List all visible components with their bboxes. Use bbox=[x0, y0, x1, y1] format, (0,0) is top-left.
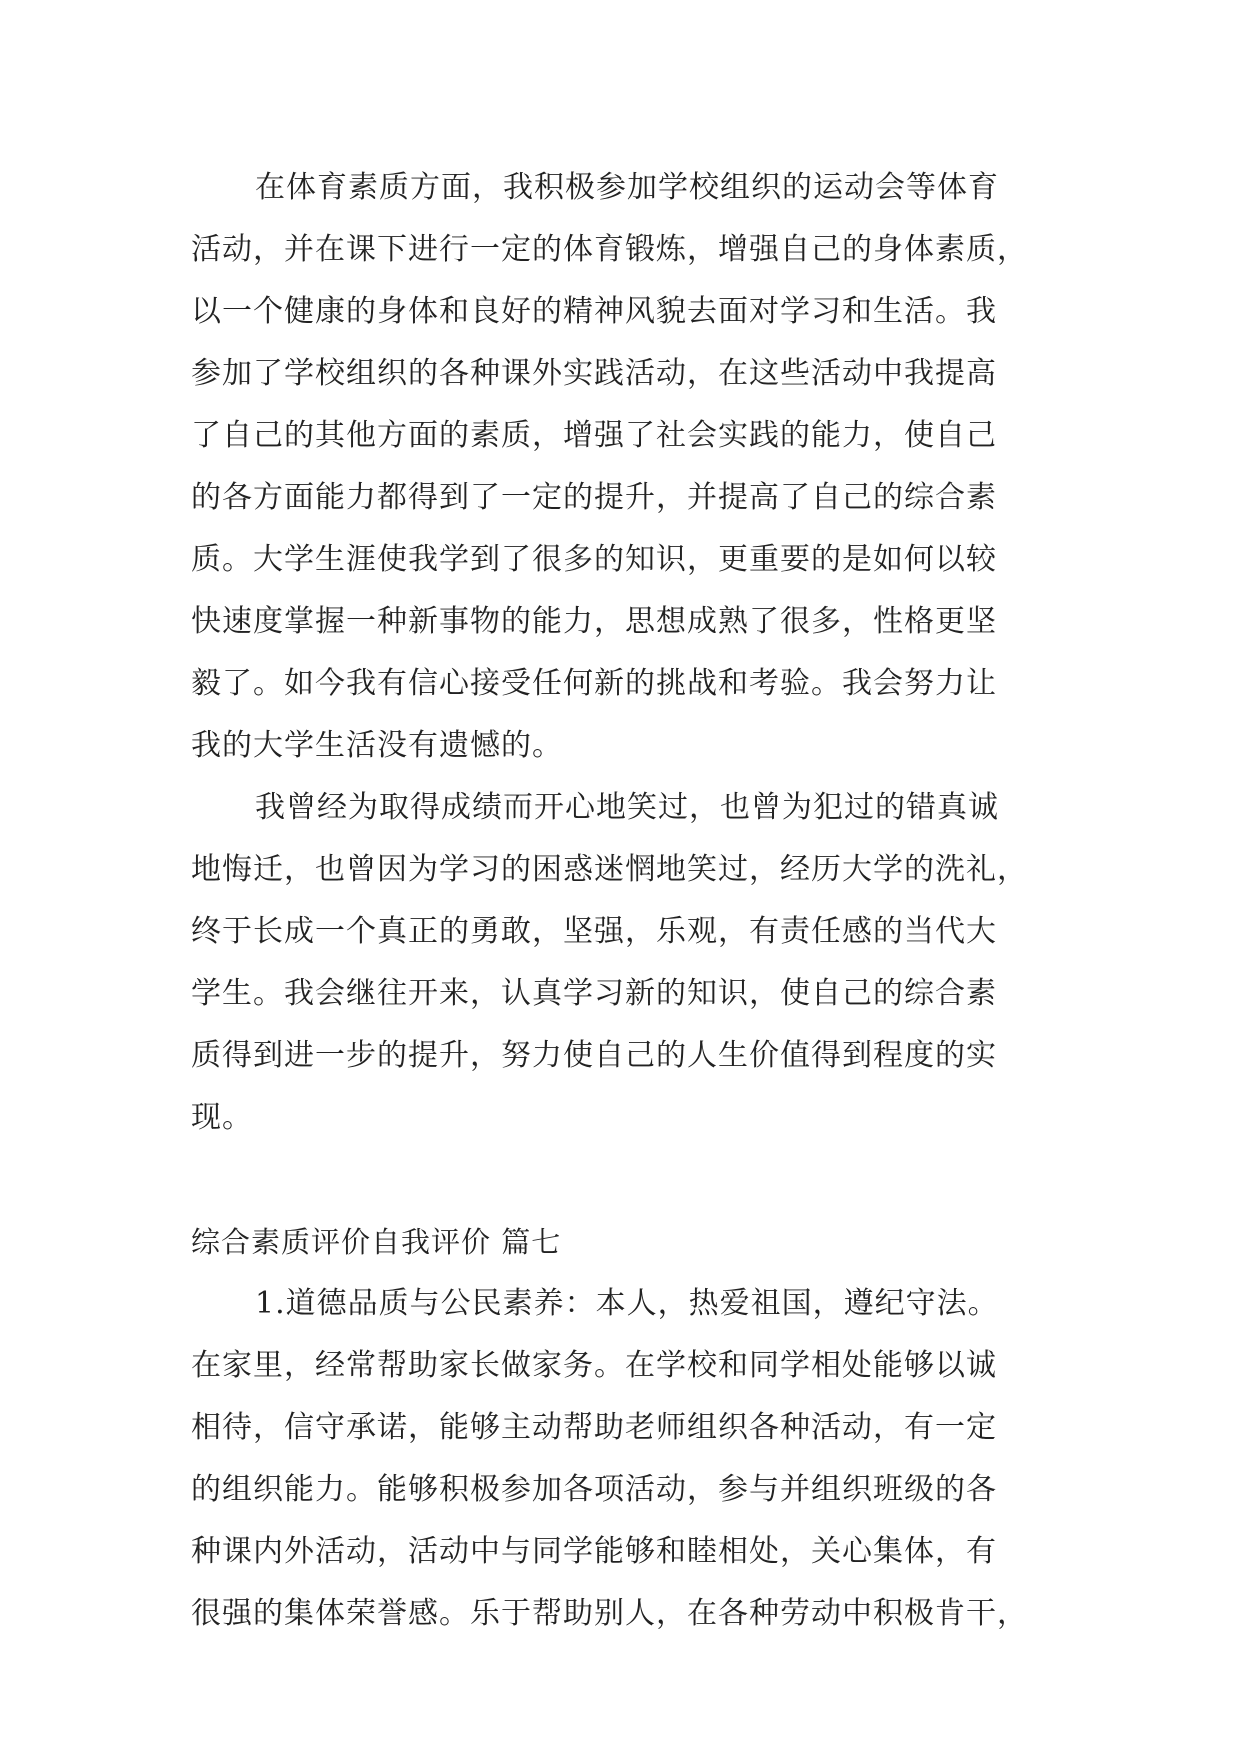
section-heading: 综合素质评价自我评价 篇七 bbox=[191, 1225, 562, 1259]
paragraph-line: 的组织能力。能够积极参加各项活动，参与并组织班级的各 bbox=[191, 1472, 997, 1507]
paragraph-line: 很强的集体荣誉感。乐于帮助别人，在各种劳动中积极肯干， bbox=[191, 1596, 1028, 1631]
paragraph-line: 质得到进一步的提升，努力使自己的人生价值得到程度的实 bbox=[191, 1038, 997, 1073]
paragraph-line: 快速度掌握一种新事物的能力，思想成熟了很多，性格更坚 bbox=[191, 604, 997, 639]
paragraph-line: 在家里，经常帮助家长做家务。在学校和同学相处能够以诚 bbox=[191, 1348, 997, 1383]
paragraph-line: 我曾经为取得成绩而开心地笑过，也曾为犯过的错真诚 bbox=[255, 790, 999, 825]
paragraph-line: 终于长成一个真正的勇敢，坚强，乐观，有责任感的当代大 bbox=[191, 914, 997, 949]
paragraph-line: 学生。我会继往开来，认真学习新的知识，使自己的综合素 bbox=[191, 976, 997, 1011]
paragraph-line: 种课内外活动，活动中与同学能够和睦相处，关心集体，有 bbox=[191, 1534, 997, 1569]
document-body bbox=[191, 157, 1061, 1645]
paragraph-line: 相待，信守承诺，能够主动帮助老师组织各种活动，有一定 bbox=[191, 1410, 997, 1445]
paragraph-line: 以一个健康的身体和良好的精神风貌去面对学习和生活。我 bbox=[191, 294, 997, 329]
paragraph-reflection bbox=[191, 777, 1061, 1149]
paragraph-line: 1.道德品质与公民素养：本人，热爱祖国，遵纪守法。 bbox=[255, 1286, 999, 1321]
paragraph-line: 在体育素质方面，我积极参加学校组织的运动会等体育 bbox=[255, 170, 999, 205]
blank-line bbox=[191, 1149, 1061, 1211]
paragraph-line: 地悔迁，也曾因为学习的困惑迷惘地笑过，经历大学的洗礼， bbox=[191, 852, 1028, 887]
paragraph-line: 质。大学生涯使我学到了很多的知识，更重要的是如何以较 bbox=[191, 542, 997, 577]
paragraph-line: 毅了。如今我有信心接受任何新的挑战和考验。我会努力让 bbox=[191, 666, 997, 701]
paragraph-line: 参加了学校组织的各种课外实践活动，在这些活动中我提高 bbox=[191, 356, 997, 391]
paragraph-line: 的各方面能力都得到了一定的提升，并提高了自己的综合素 bbox=[191, 480, 997, 515]
paragraph-line: 现。 bbox=[191, 1100, 253, 1135]
paragraph-sports-quality bbox=[191, 157, 1061, 777]
paragraph-moral-quality bbox=[191, 1273, 1061, 1645]
paragraph-line: 了自己的其他方面的素质，增强了社会实践的能力，使自己 bbox=[191, 418, 997, 453]
paragraph-line: 活动，并在课下进行一定的体育锻炼，增强自己的身体素质， bbox=[191, 232, 1028, 267]
paragraph-line: 我的大学生活没有遗憾的。 bbox=[191, 728, 563, 763]
